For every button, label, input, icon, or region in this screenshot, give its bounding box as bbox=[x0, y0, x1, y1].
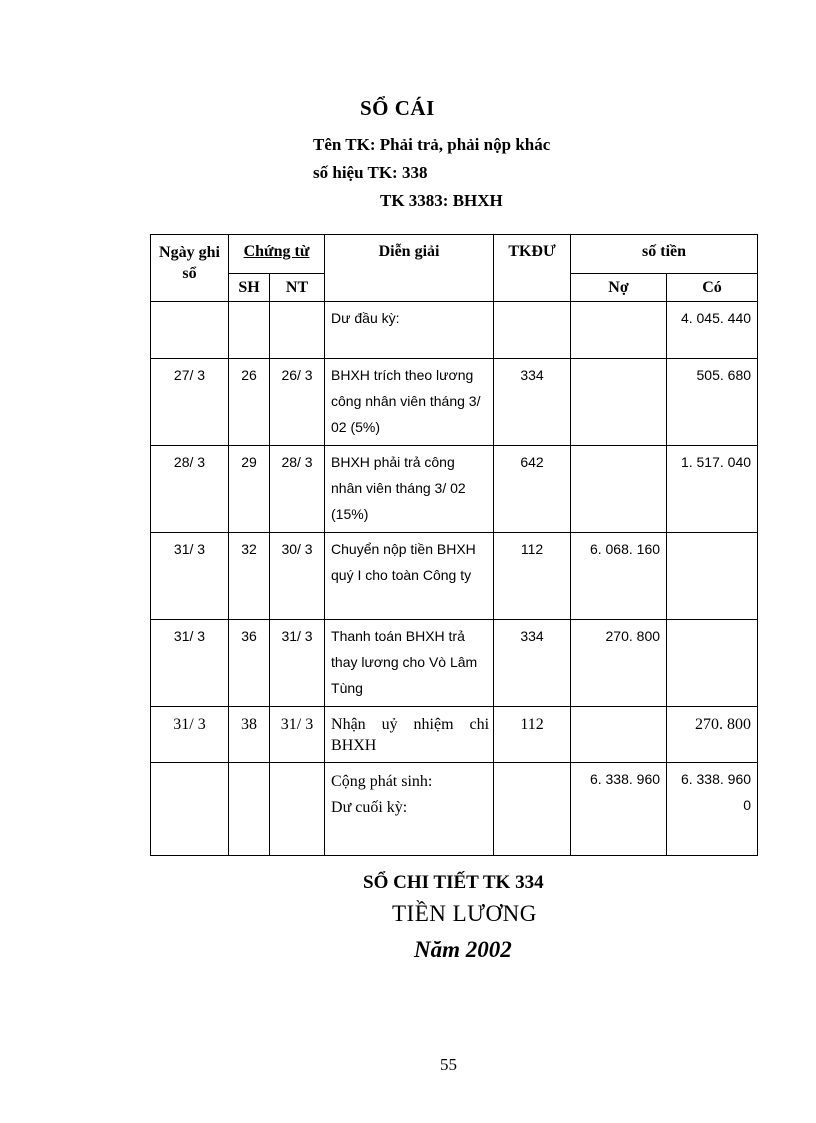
cell-nt: 28/ 3 bbox=[270, 446, 325, 533]
cell-date bbox=[151, 763, 229, 856]
cell-nt bbox=[270, 302, 325, 359]
header-description: Diễn giải bbox=[325, 235, 494, 302]
cell-credit bbox=[667, 620, 758, 707]
cell-sh: 29 bbox=[229, 446, 270, 533]
cell-description: Dư đầu kỳ: bbox=[325, 302, 494, 359]
table-row bbox=[151, 359, 758, 446]
cell-description: Nhận uỷ nhiệm chi BHXH bbox=[325, 707, 494, 763]
header-voucher-label: Chứng từ bbox=[243, 243, 310, 260]
cell-nt: 31/ 3 bbox=[270, 707, 325, 763]
header-credit: Có bbox=[667, 274, 758, 302]
cell-debit bbox=[571, 359, 667, 446]
cell-credit: 1. 517. 040 bbox=[667, 446, 758, 533]
cell-description bbox=[325, 763, 494, 856]
cell-contra: 112 bbox=[494, 707, 571, 763]
cell-description: Chuyển nộp tiền BHXH quý I cho toàn Công ty bbox=[325, 533, 494, 620]
cell-sh: 26 bbox=[229, 359, 270, 446]
cell-description: BHXH phải trả công nhân viên tháng 3/ 02 (15%) bbox=[325, 446, 494, 533]
cell-nt bbox=[270, 763, 325, 856]
cell-debit: 270. 800 bbox=[571, 620, 667, 707]
cell-description: Thanh toán BHXH trả thay lương cho Vò Lâm Tùng bbox=[325, 620, 494, 707]
cell-nt: 26/ 3 bbox=[270, 359, 325, 446]
header-amount: số tiền bbox=[571, 235, 758, 274]
detail-year: Năm 2002 bbox=[414, 937, 512, 962]
header-debit: Nợ bbox=[571, 274, 667, 302]
closing-credit: 0 bbox=[743, 797, 752, 813]
cell-date: 31/ 3 bbox=[151, 707, 229, 763]
cell-debit bbox=[571, 707, 667, 763]
cell-date: 27/ 3 bbox=[151, 359, 229, 446]
cell-contra bbox=[494, 763, 571, 856]
cell-date: 31/ 3 bbox=[151, 533, 229, 620]
cell-credit bbox=[667, 763, 758, 856]
cell-debit: 6. 068. 160 bbox=[571, 533, 667, 620]
cell-credit: 270. 800 bbox=[667, 707, 758, 763]
cell-debit bbox=[571, 302, 667, 359]
cell-date: 31/ 3 bbox=[151, 620, 229, 707]
cell-contra bbox=[494, 302, 571, 359]
cell-sh: 38 bbox=[229, 707, 270, 763]
header-nt: NT bbox=[270, 274, 325, 302]
table-row-totals bbox=[151, 763, 758, 856]
cell-debit: 6. 338. 960 bbox=[571, 763, 667, 856]
cell-credit: 505. 680 bbox=[667, 359, 758, 446]
detail-title: SỔ CHI TIẾT TK 334 bbox=[363, 872, 544, 893]
cell-sh bbox=[229, 763, 270, 856]
ledger-title: SỔ CÁI bbox=[360, 96, 435, 120]
table-row bbox=[151, 620, 758, 707]
cell-contra: 642 bbox=[494, 446, 571, 533]
account-number: số hiệu TK: 338 bbox=[313, 163, 428, 182]
cell-debit bbox=[571, 446, 667, 533]
table-row bbox=[151, 707, 758, 763]
cell-credit bbox=[667, 533, 758, 620]
cell-sh bbox=[229, 302, 270, 359]
cell-date: 28/ 3 bbox=[151, 446, 229, 533]
cell-description: BHXH trích theo lương công nhân viên tháng 3/ 02 (5%) bbox=[325, 359, 494, 446]
total-label: Cộng phát sinh: bbox=[331, 773, 433, 790]
detail-heading: TIỀN LƯƠNG bbox=[392, 901, 537, 926]
cell-nt: 30/ 3 bbox=[270, 533, 325, 620]
cell-contra: 112 bbox=[494, 533, 571, 620]
cell-sh: 32 bbox=[229, 533, 270, 620]
cell-sh: 36 bbox=[229, 620, 270, 707]
header-contra-account: TKĐƯ bbox=[494, 235, 571, 302]
cell-contra: 334 bbox=[494, 359, 571, 446]
closing-label: Dư cuối kỳ: bbox=[331, 799, 408, 816]
total-credit: 6. 338. 960 bbox=[680, 771, 752, 787]
header-voucher bbox=[229, 235, 325, 274]
cell-date bbox=[151, 302, 229, 359]
account-name: Tên TK: Phải trả, phải nộp khác bbox=[313, 135, 551, 154]
cell-nt: 31/ 3 bbox=[270, 620, 325, 707]
ledger-table bbox=[150, 234, 758, 856]
table-row-opening bbox=[151, 302, 758, 359]
table-row bbox=[151, 533, 758, 620]
cell-contra: 334 bbox=[494, 620, 571, 707]
page-number: 55 bbox=[440, 1055, 457, 1074]
header-sh: SH bbox=[229, 274, 270, 302]
cell-credit: 4. 045. 440 bbox=[667, 302, 758, 359]
table-row bbox=[151, 446, 758, 533]
sub-account: TK 3383: BHXH bbox=[380, 191, 503, 210]
header-date: Ngày ghi sổ bbox=[151, 235, 229, 302]
